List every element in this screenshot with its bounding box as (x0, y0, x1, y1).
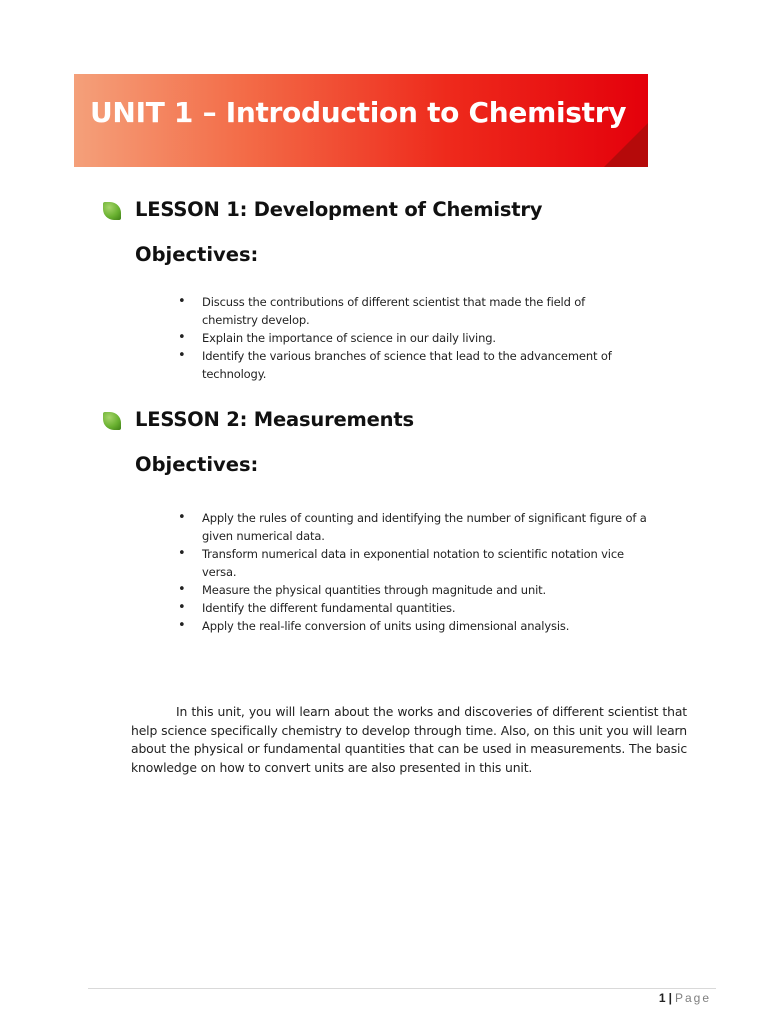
list-item: • Discuss the contributions of different scientist that made the field of chemistry develop. (170, 293, 622, 329)
page-footer (659, 991, 711, 1005)
lesson-2-objectives-heading: Objectives: (135, 453, 259, 476)
intro-paragraph: In this unit, you will learn about the works and discoveries of different scientist that help science specifically chemistry to develop through time. Also, on this unit you will learn about the physical or fundamental quantities that can be used in measurements. The basic knowledge on how to convert units are also presented in this unit. (131, 704, 687, 775)
unit-title: UNIT 1 – Introduction to Chemistry (90, 96, 627, 129)
page-label: Page (674, 991, 711, 1005)
list-item: • Apply the real-life conversion of units using dimensional analysis. (170, 617, 652, 635)
banner-fold-corner (604, 123, 648, 167)
list-item: • Transform numerical data in exponential notation to scientific notation vice versa. (170, 545, 652, 581)
list-item: • Explain the importance of science in our daily living. (170, 329, 652, 347)
list-item: • Measure the physical quantities through magnitude and unit. (170, 581, 652, 599)
leaf-icon (103, 202, 121, 220)
lesson-2-objectives-list (170, 509, 652, 635)
lesson-1-objectives-heading: Objectives: (135, 243, 259, 266)
lesson-1-objectives-list (170, 293, 652, 383)
footer-separator: | (668, 991, 672, 1005)
list-item: • Apply the rules of counting and identifying the number of significant figure of a given numerical data. (170, 509, 652, 545)
footer-divider (88, 988, 716, 989)
list-item: • Identify the various branches of science that lead to the advancement of technology. (170, 347, 652, 383)
page-number: 1 (658, 991, 666, 1005)
lesson-1-title: LESSON 1: Development of Chemistry (135, 198, 543, 221)
lesson-2-title: LESSON 2: Measurements (135, 408, 414, 431)
leaf-icon (103, 412, 121, 430)
list-item: • Identify the different fundamental quantities. (170, 599, 652, 617)
